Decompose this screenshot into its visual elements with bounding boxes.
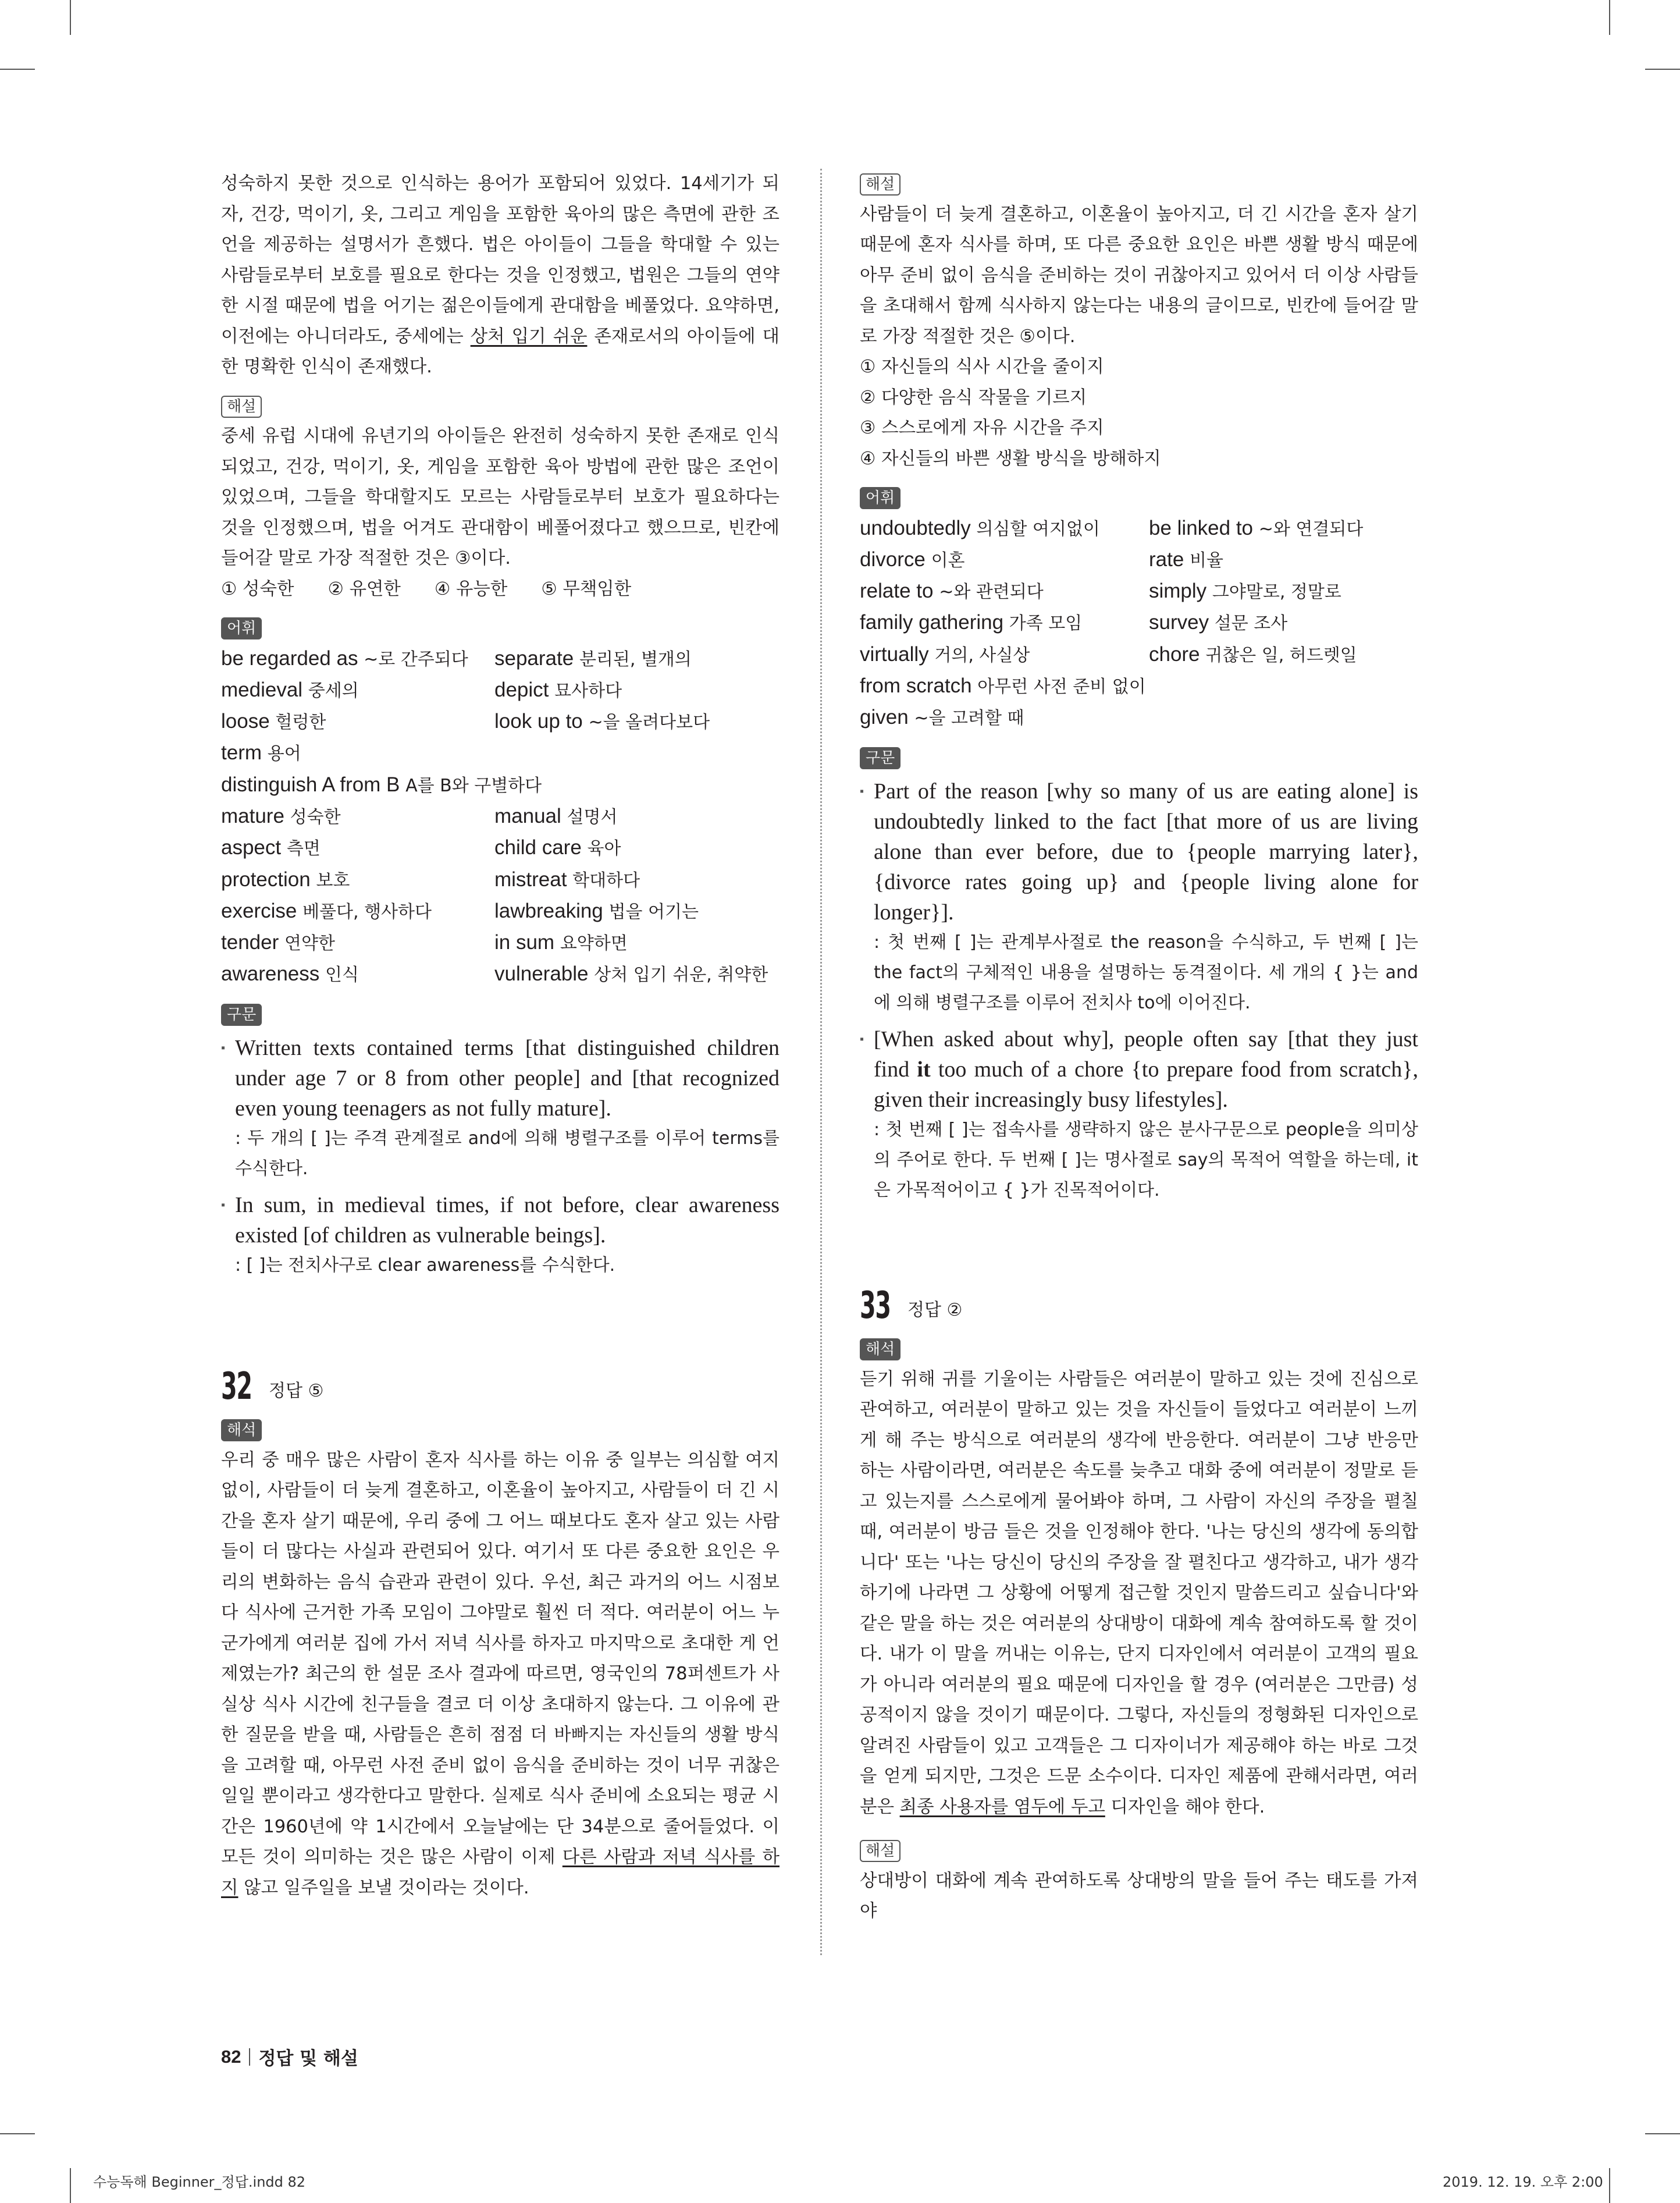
page-footer — [221, 2044, 358, 2070]
vocab-ko: 의심할 여지없이 — [976, 518, 1100, 539]
vocab-item — [494, 959, 780, 990]
syntax-note: : 첫 번째 [ ]는 관계부사절로 the reason을 수식하고, 두 번째 [ ]는 the fact의 구체적인 내용을 설명하는 동격절이다. 세 개의 { }는 and에 의해 병렬구조를 이루어 전치사 to에 이어진다. — [874, 932, 1418, 1014]
text-span: 디자인을 해야 한다. — [1105, 1796, 1265, 1817]
underlined-answer: 최종 사용자를 염두에 두고 — [899, 1796, 1105, 1817]
vocab-list — [860, 513, 1418, 734]
right-column — [860, 169, 1418, 1927]
vocab-en: tender — [221, 931, 284, 954]
left-column — [221, 169, 780, 1903]
vocab-en: loose — [221, 710, 276, 733]
vocab-en: separate — [494, 646, 579, 670]
haeseol-text: 상대방이 대화에 계속 관여하도록 상대방의 말을 들어 주는 태도를 가져야 — [860, 1870, 1418, 1922]
text-span: [When asked about why], people often say [that they just find — [874, 1027, 1418, 1082]
haeseol-label: 해설 — [860, 173, 900, 196]
option-item: ② 다양한 음식 작물을 기르지 — [860, 387, 1087, 408]
vocab-en: awareness — [221, 962, 325, 986]
vocab-en: simply — [1149, 580, 1212, 603]
vocab-en: depict — [494, 678, 555, 701]
vocab-en: in sum — [494, 931, 560, 954]
option-item: ③ 스스로에게 자유 시간을 주지 — [860, 418, 1104, 438]
vocab-item — [1149, 513, 1418, 545]
vocab-en: medieval — [221, 678, 308, 701]
vocab-ko: ~와 연결되다 — [1258, 518, 1364, 539]
answer-label: 정답 ⑤ — [269, 1381, 324, 1402]
vocab-ko: 귀찮은 일, 허드렛일 — [1205, 645, 1357, 666]
text-span: 존재로서의 아이들에 대한 명확한 인식이 존재했다. — [221, 326, 780, 377]
gumun-label: 구문 — [221, 1004, 262, 1026]
vocab-item — [1149, 545, 1418, 576]
syntax-sentence: ▪ Written texts contained terms [that distinguished children under age 7 or 8 from other people] and [that recognized even young teenagers as not fully mature]. — [221, 1033, 780, 1124]
vocab-en: child care — [494, 836, 588, 859]
vocab-en: aspect — [221, 836, 287, 859]
footer-title: 정답 및 해설 — [258, 2048, 358, 2069]
vocab-ko: 아무런 사전 준비 없이 — [977, 676, 1146, 697]
text-span: 우리 중 매우 많은 사람이 혼자 식사를 하는 이유 중 일부는 의심할 여지없이, 사람들이 더 늦게 결혼하고, 이혼율이 높아지고, 사람들이 더 긴 시간을 혼자 살기 때문에, 우리 중에 그 어느 때보다도 혼자 살고 있는 사람들이 더 많다는 사실과 관련되어 있다. 여기서 또 다른 중요한 요인은 우리의 변화하는 음식 습관과 관련이 있다. 우선, 최근 과거의 어느 시점보다 식사에 근거한 가족 모임이 그야말로 훨씬 더 적다. 여러분이 어느 누군가에게 여러분 집에 가서 저녁 식사를 하자고 마지막으로 초대한 게 언제였는가? 최근의 한 설문 조사 결과에 따르면, 영국인의 78퍼센트가 사실상 식사 시간에 친구들을 결코 더 이상 초대하지 않는다. 그 이유에 관한 질문을 받을 때, 사람들은 흔히 점점 더 바빠지는 자신들의 생활 방식을 고려할 때, 아무런 사전 준비 없이 음식을 준비하는 것이 너무 귀찮은 일일 뿐이라고 생각한다고 말한다. 실제로 식사 준비에 소요되는 평균 시간은 1960년에 약 1시간에서 오늘날에는 단 34분으로 줄어들었다. 이 모든 것이 의미하는 것은 많은 사람이 이제 — [221, 1449, 780, 1868]
option-item: ④ 자신들의 바쁜 생활 방식을 방해하지 — [860, 448, 1161, 469]
vocab-ko: 법을 어기는 — [608, 901, 699, 922]
vocab-en: mistreat — [494, 868, 573, 891]
syntax-sentence: ▪ In sum, in medieval times, if not before, clear awareness existed [of children as vulnerable beings]. — [221, 1190, 780, 1250]
text-span: 성숙하지 못한 것으로 인식하는 용어가 포함되어 있었다. 14세기가 되자, 건강, 먹이기, 옷, 그리고 게임을 포함한 육아의 많은 측면에 관한 조언을 제공하는 설명서가 흔했다. 법은 아이들이 그들을 학대할 수 있는 사람들로부터 보호를 필요로 한다는 것을 인정했고, 법원은 그들의 연약한 시절 때문에 법을 어기는 젊은이들에게 관대함을 베풀었다. 요약하면, 이전에는 아니더라도, 중세에는 — [221, 173, 780, 347]
vocab-ko: 설명서 — [567, 806, 618, 827]
vocab-ko: 이혼 — [931, 550, 965, 571]
choice-item: ① 성숙한 — [221, 578, 294, 599]
vocab-ko: 그야말로, 정말로 — [1212, 582, 1341, 603]
vocab-ko: 연약한 — [284, 933, 335, 954]
vocab-ko: 베풀다, 행사하다 — [302, 901, 432, 922]
vocab-ko: 보호 — [316, 870, 350, 891]
vocab-en: given — [860, 706, 914, 729]
vocab-en: vulnerable — [494, 962, 595, 986]
vocab-en: virtually — [860, 642, 935, 666]
crop-mark — [1645, 2133, 1680, 2134]
vocab-ko: 묘사하다 — [554, 680, 622, 701]
answer-label: 정답 ② — [907, 1300, 963, 1321]
vocab-item — [494, 833, 780, 864]
vocab-item — [221, 865, 494, 896]
vocab-item — [494, 801, 780, 833]
haeseok-label: 해석 — [221, 1419, 262, 1441]
vocab-ko: 용어 — [267, 744, 301, 765]
vocab-item — [860, 607, 1149, 639]
vocab-item — [221, 959, 494, 990]
vocab-ko: ~로 간주되다 — [364, 649, 468, 670]
vocab-item — [860, 545, 1149, 576]
vocab-en: undoubtedly — [860, 516, 977, 539]
choice-item: ④ 유능한 — [434, 578, 508, 599]
vocab-ko: 상처 입기 쉬운, 취약한 — [594, 965, 768, 986]
vocab-item — [494, 928, 780, 959]
vocab-item — [1149, 639, 1418, 671]
syntax-note: : 두 개의 [ ]는 주격 관계절로 and에 의해 병렬구조를 이루어 terms를 수식한다. — [235, 1128, 780, 1179]
haeseol-label: 해설 — [860, 1840, 900, 1862]
vocab-en: protection — [221, 868, 316, 891]
vocab-en: survey — [1149, 611, 1215, 634]
gumun-label: 구문 — [860, 747, 900, 769]
vocab-en: look up to — [494, 710, 589, 733]
vocab-ko: 학대하다 — [572, 870, 640, 891]
crop-mark — [0, 69, 35, 70]
vocab-item — [494, 896, 780, 928]
column-divider — [820, 169, 822, 1955]
vocab-ko: 중세의 — [308, 680, 359, 701]
vocab-ko: 비율 — [1190, 550, 1224, 571]
vocab-ko: ~와 관련되다 — [939, 582, 1044, 603]
vocab-item — [494, 865, 780, 896]
vocab-item — [860, 702, 1418, 734]
haeseol-label: 해설 — [221, 396, 262, 418]
question-number: 33 — [860, 1284, 891, 1328]
q31-translation-continued — [221, 169, 780, 383]
vocab-ko: 인식 — [325, 965, 359, 986]
choice-item: ② 유연한 — [328, 578, 401, 599]
vocab-item — [1149, 576, 1418, 607]
slug-date: 2019. 12. 19. 오후 2:00 — [1443, 2174, 1603, 2190]
underlined-answer: 다른 사람과 저녁 식사를 하지 — [221, 1847, 780, 1898]
vocab-item — [221, 928, 494, 959]
vocab-ko: 측면 — [286, 838, 321, 859]
vocab-item — [221, 896, 494, 928]
vocab-item — [860, 671, 1418, 702]
vocab-en: exercise — [221, 899, 303, 922]
bold-word: it — [917, 1057, 931, 1082]
vocab-ko: 가족 모임 — [1009, 613, 1083, 634]
vocab-ko: ~을 올려다보다 — [588, 712, 710, 733]
choice-item: ⑤ 무책임한 — [541, 578, 632, 599]
vocab-en: be regarded as — [221, 646, 364, 670]
crop-mark — [0, 2133, 35, 2134]
vocab-en: from scratch — [860, 674, 978, 697]
vocab-item — [860, 639, 1149, 671]
vocab-en: relate to — [860, 580, 939, 603]
vocab-item — [1149, 607, 1418, 639]
vocab-item — [221, 833, 494, 864]
vocab-ko: 분리된, 별개의 — [579, 649, 692, 670]
vocab-list — [221, 644, 780, 991]
haeseok-label: 해석 — [860, 1338, 900, 1360]
crop-mark — [70, 0, 71, 35]
crop-mark — [1609, 2168, 1610, 2203]
vocab-en: chore — [1149, 642, 1206, 666]
vocab-item — [860, 513, 1149, 545]
vocab-en: rate — [1149, 548, 1190, 571]
vocab-en: family gathering — [860, 611, 1009, 634]
question-header — [860, 1284, 1418, 1328]
vocab-ko: A를 B와 구별하다 — [405, 775, 542, 796]
text-span: 않고 일주일을 보낼 것이라는 것이다. — [238, 1877, 529, 1898]
vocab-ko: 거의, 사실상 — [934, 645, 1030, 666]
text-span: too much of a chore {to prepare food from scratch}, given their increasingly busy lifestyles]. — [874, 1057, 1418, 1113]
text-span: 듣기 위해 귀를 기울이는 사람들은 여러분이 말하고 있는 것에 진심으로 관여하고, 여러분이 말하고 있는 것을 자신들이 들었다고 여러분이 느끼게 해 주는 방식으로 여러분의 생각에 반응한다. 여러분이 그냥 반응만 하는 사람이라면, 여러분은 속도를 늦추고 대화 중에 여러분이 정말로 듣고 있는지를 스스로에게 물어봐야 하며, 그 사람이 자신의 주장을 펼칠 때, 여러분이 방금 들은 것을 인정해야 한다. '나는 당신의 생각에 동의합니다' 또는 '나는 당신이 당신의 주장을 잘 펼친다고 생각하고, 내가 생각하기에 나라면 그 상황에 어떻게 접근할 것인지 말씀드리고 싶습니다'와 같은 말을 하는 것은 여러분의 상대방이 대화에 계속 참여하도록 할 것이다. 내가 이 말을 꺼내는 이유는, 단지 디자인에서 여러분이 고객의 필요가 아니라 여러분의 필요 때문에 디자인을 할 경우 (여러분은 그만큼) 성공적이지 않을 것이기 때문이다. 그렇다, 자신들의 정형화된 디자인으로 알려진 사람들이 있고 고객들은 그 디자이너가 제공해야 하는 바로 그것을 얻게 되지만, 그것은 드문 소수이다. 디자인 제품에 관해서라면, 여러분은 — [860, 1369, 1419, 1817]
vocab-item — [860, 576, 1149, 607]
vocab-item — [221, 738, 780, 769]
question-header — [221, 1365, 780, 1409]
vocab-ko: 헐렁한 — [275, 712, 326, 733]
vocab-label: 어휘 — [860, 487, 900, 509]
vocab-en: term — [221, 741, 268, 765]
slug-filename: 수능독해 Beginner_정답.indd 82 — [93, 2174, 306, 2190]
vocab-ko: 설문 조사 — [1214, 613, 1288, 634]
vocab-ko: ~을 고려할 때 — [914, 708, 1024, 729]
vocab-en: mature — [221, 804, 290, 827]
choice-list — [221, 574, 780, 605]
haeseol-text: 중세 유럽 시대에 유년기의 아이들은 완전히 성숙하지 못한 존재로 인식되었고, 건강, 먹이기, 옷, 게임을 포함한 육아 방법에 관한 많은 조언이 있었으며, 그들을 학대할지도 모르는 사람들로부터 보호가 필요하다는 것을 인정했으며, 법을 어겨도 관대함이 베풀어졌다고 했으므로, 빈칸에 들어갈 말로 가장 적절한 것은 ③이다. — [221, 426, 780, 568]
footer-separator — [249, 2048, 250, 2066]
vocab-item — [494, 644, 780, 675]
q32-translation — [221, 1445, 780, 1904]
vocab-ko: 요약하면 — [560, 933, 628, 954]
vocab-en: lawbreaking — [494, 899, 609, 922]
vocab-item — [221, 801, 494, 833]
page-number: 82 — [221, 2046, 241, 2067]
vocab-label: 어휘 — [221, 617, 262, 639]
vocab-item — [494, 706, 780, 738]
syntax-sentence: ▪ Part of the reason [why so many of us are eating alone] is undoubtedly linked to the fact [that more of us are living alone than ever before, due to {people marrying later}, {divorce rates going up} and {people living alone for longer}]. — [860, 776, 1418, 928]
vocab-item — [221, 675, 494, 706]
option-item: ① 자신들의 식사 시간을 줄이지 — [860, 357, 1104, 377]
vocab-en: divorce — [860, 548, 931, 571]
crop-mark — [1609, 0, 1610, 35]
q33-translation — [860, 1365, 1418, 1823]
vocab-item — [494, 675, 780, 706]
crop-mark — [70, 2168, 71, 2203]
vocab-ko: 성숙한 — [290, 806, 341, 827]
vocab-item — [221, 770, 780, 801]
question-number: 32 — [221, 1365, 252, 1409]
underlined-answer: 상처 입기 쉬운 — [470, 326, 588, 347]
syntax-sentence — [860, 1024, 1418, 1115]
vocab-item — [221, 644, 494, 675]
vocab-en: be linked to — [1149, 516, 1259, 539]
haeseol-text: 사람들이 더 늦게 결혼하고, 이혼율이 높아지고, 더 긴 시간을 혼자 살기 때문에 혼자 식사를 하며, 또 다른 중요한 요인은 바쁜 생활 방식 때문에 아무 준비 없이 음식을 준비하는 것이 귀찮아지고 있어서 더 이상 사람들을 초대해서 함께 식사하지 않는다는 내용의 글이므로, 빈칸에 들어갈 말로 가장 적절한 것은 ⑤이다. — [860, 204, 1418, 347]
vocab-en: manual — [494, 804, 567, 827]
vocab-en: distinguish A from B — [221, 773, 406, 796]
vocab-ko: 육아 — [587, 838, 621, 859]
vocab-item — [221, 706, 494, 738]
syntax-note: : [ ]는 전치사구로 clear awareness를 수식한다. — [235, 1255, 615, 1276]
syntax-note: : 첫 번째 [ ]는 접속사를 생략하지 않은 분사구문으로 people을 의미상의 주어로 한다. 두 번째 [ ]는 명사절로 say의 목적어 역할을 하는데, it은 가목적어이고 { }가 진목적어이다. — [874, 1120, 1418, 1201]
crop-mark — [1645, 69, 1680, 70]
